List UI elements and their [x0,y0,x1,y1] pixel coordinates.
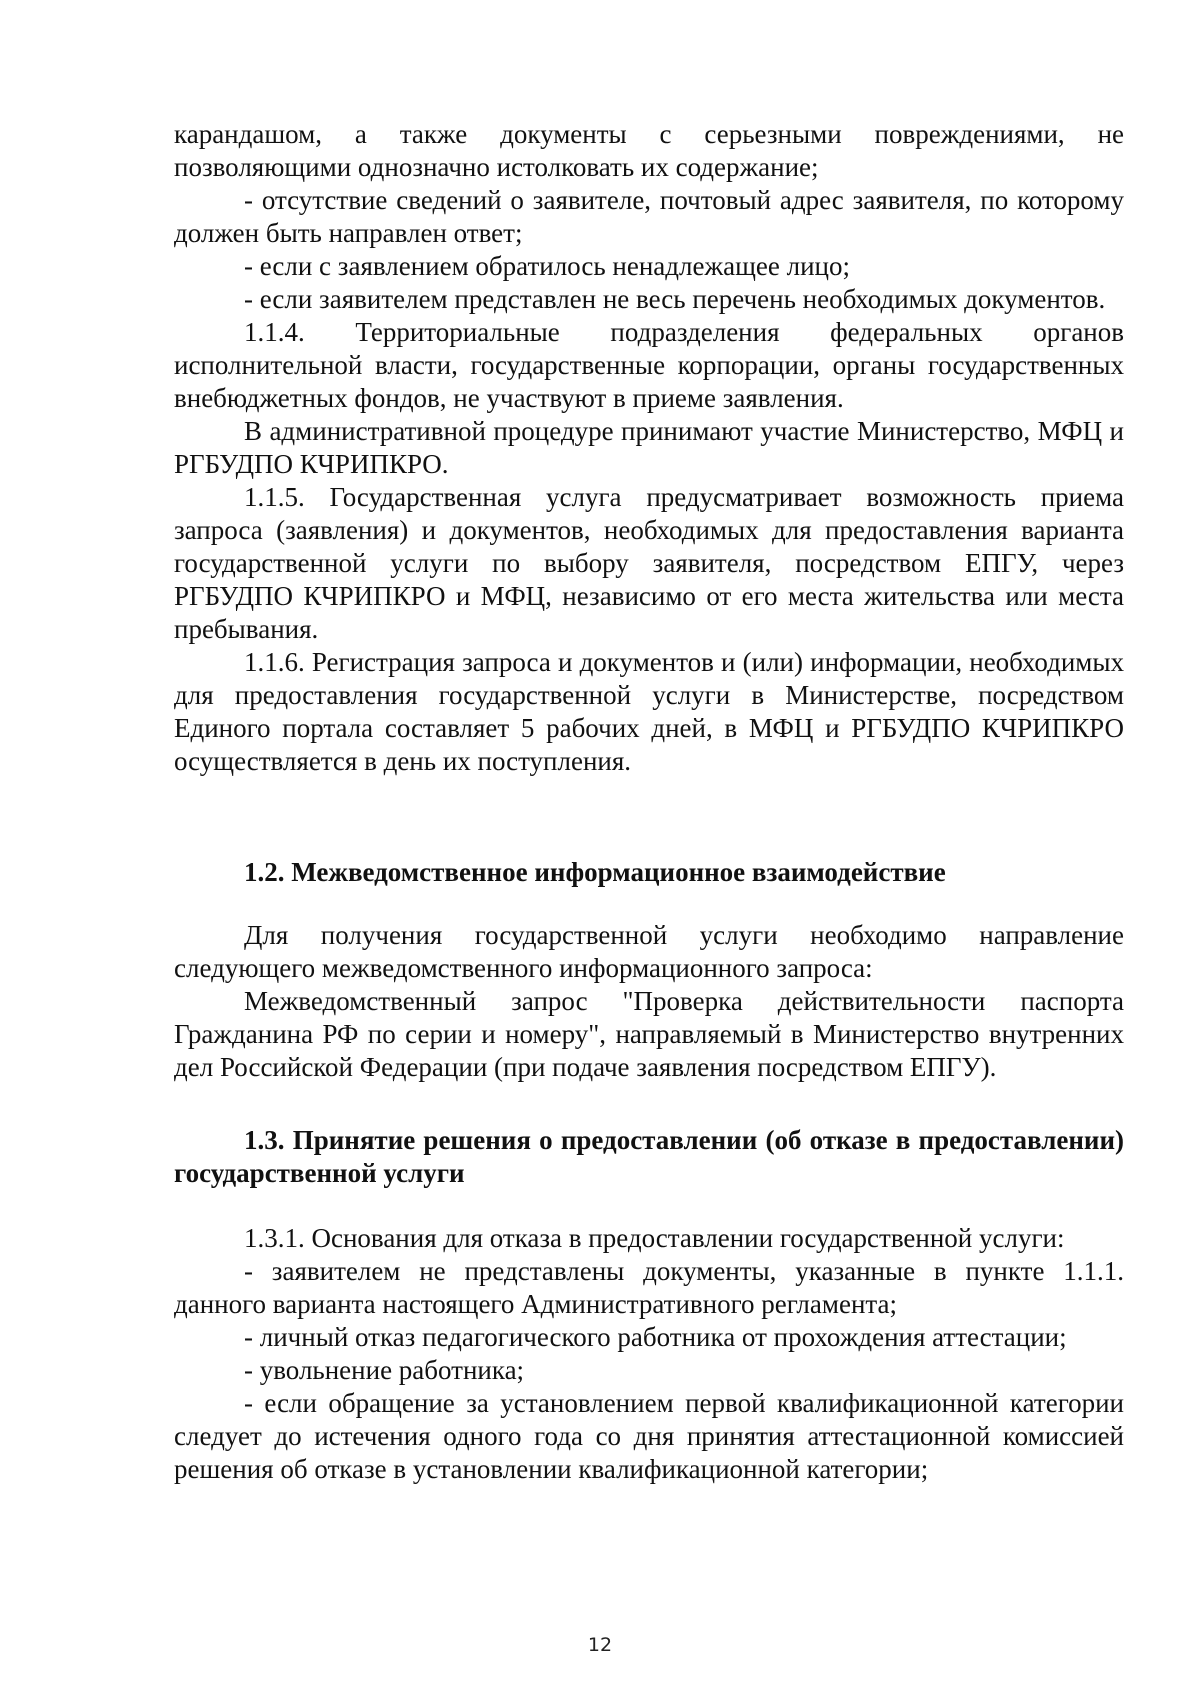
section-heading-1-3: 1.3. Принятие решения о предоставлении (об отказе в предоставлении) государственной услуги [174,1125,1124,1188]
section-heading-1-2: 1.2. Межведомственное информационное взаимодействие [244,857,946,887]
list-item-no-applicant-info: - отсутствие сведений о заявителе, почтовый адрес заявителя, по которому должен быть направлен ответ; [174,185,1124,248]
list-item-repeat-application: - если обращение за установлением первой квалификационной категории следует до истечения одного года со дня принятия аттестационной комиссией решения об отказе в установлении квалификационной категории; [174,1388,1124,1484]
list-item-personal-refusal: - личный отказ педагогического работника от прохождения аттестации; [244,1322,1067,1352]
list-item-documents-missing: - заявителем не представлены документы, указанные в пункте 1.1.1. данного варианта настоящего Административного регламента; [174,1256,1124,1319]
paragraph-continuation: карандашом, а также документы с серьезными повреждениями, не позволяющими однозначно истолковать их содержание; [174,119,1124,182]
page-number: 12 [587,1634,613,1656]
document-page [174,118,1124,1486]
paragraph-1-1-6: 1.1.6. Регистрация запроса и документов и (или) информации, необходимых для предоставления государственной услуги в Министерстве, посредством Единого портала составляет 5 рабочих дней, в МФЦ и РГБУДПО КЧРИПКРО осуществляется в день их поступления. [174,647,1124,776]
list-item-dismissal: - увольнение работника; [244,1355,525,1385]
list-item-incomplete-documents: - если заявителем представлен не весь перечень необходимых документов. [244,284,1106,314]
paragraph-participants: В административной процедуре принимают участие Министерство, МФЦ и РГБУДПО КЧРИПКРО. [174,416,1124,479]
paragraph-1-1-4: 1.1.4. Территориальные подразделения федеральных органов исполнительной власти, государственные корпорации, органы государственных внебюджетных фондов, не участвуют в приеме заявления. [174,317,1124,413]
paragraph-1-2-request: Межведомственный запрос "Проверка действительности паспорта Гражданина РФ по серии и номеру", направляемый в Министерство внутренних дел Российской Федерации (при подаче заявления посредством ЕПГУ). [174,986,1124,1082]
list-item-improper-person: - если с заявлением обратилось ненадлежащее лицо; [244,251,850,281]
paragraph-1-2-intro: Для получения государственной услуги необходимо направление следующего межведомственного информационного запроса: [174,920,1124,983]
paragraph-1-1-5: 1.1.5. Государственная услуга предусматривает возможность приема запроса (заявления) и документов, необходимых для предоставления варианта государственной услуги по выбору заявителя, посредством ЕПГУ, через РГБУДПО КЧРИПКРО и МФЦ, независимо от его места жительства или места пребывания. [174,482,1124,644]
paragraph-1-3-1: 1.3.1. Основания для отказа в предоставлении государственной услуги: [244,1223,1065,1253]
